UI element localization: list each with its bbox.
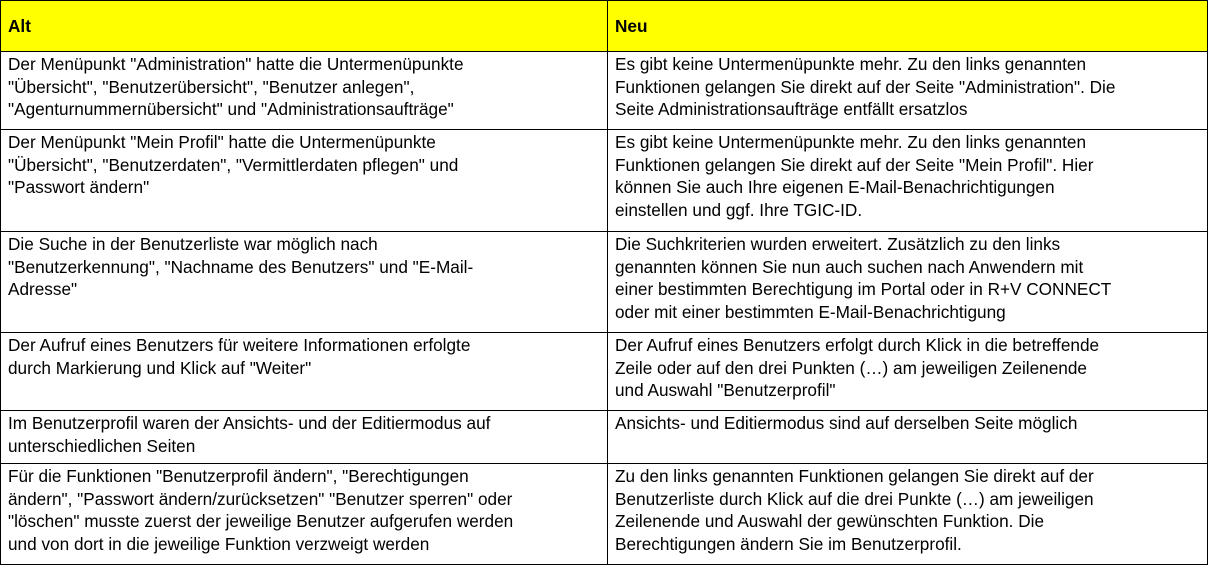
cell-old: Die Suche in der Benutzerliste war möglich nach "Benutzerkennung", "Nachname des Benutzers" und "E-Mail- Adresse" (1, 232, 608, 333)
cell-old: Für die Funktionen "Benutzerprofil ändern", "Berechtigungen ändern", "Passwort ändern/zurücksetzen" "Benutzer sperren" oder "löschen" musste zuerst der jeweilige Benutzer aufgerufen werden und von dort in die jeweilige Funktion verzweigt werden (1, 464, 608, 565)
table-row (1, 232, 1208, 333)
cell-new: Die Suchkriterien wurden erweitert. Zusätzlich zu den links genannten können Sie nun auch suchen nach Anwendern mit einer bestimmten Berechtigung im Portal oder in R+V CONNECT oder mit einer bestimmten E-Mail-Benachrichtigung (608, 232, 1208, 333)
table-row (1, 464, 1208, 565)
header-row (1, 1, 1208, 52)
header-old: Alt (1, 1, 608, 52)
cell-old: Der Menüpunkt "Mein Profil" hatte die Untermenüpunkte "Übersicht", "Benutzerdaten", "Vermittlerdaten pflegen" und "Passwort ändern" (1, 130, 608, 232)
cell-old: Der Aufruf eines Benutzers für weitere Informationen erfolgte durch Markierung und Klick auf "Weiter" (1, 333, 608, 411)
cell-new: Ansichts- und Editiermodus sind auf derselben Seite möglich (608, 411, 1208, 464)
cell-new: Zu den links genannten Funktionen gelangen Sie direkt auf der Benutzerliste durch Klick auf die drei Punkte (…) am jeweiligen Zeilenende und Auswahl der gewünschten Funktion. Die Berechtigungen ändern Sie im Benutzerprofil. (608, 464, 1208, 565)
table-row (1, 130, 1208, 232)
table-row (1, 52, 1208, 130)
cell-old: Der Menüpunkt "Administration" hatte die Untermenüpunkte "Übersicht", "Benutzerübersicht", "Benutzer anlegen", "Agenturnummernübersicht" und "Administrationsaufträge" (1, 52, 608, 130)
header-new: Neu (608, 1, 1208, 52)
table-row (1, 411, 1208, 464)
table-row (1, 333, 1208, 411)
cell-new: Es gibt keine Untermenüpunkte mehr. Zu den links genannten Funktionen gelangen Sie direkt auf der Seite "Mein Profil". Hier können Sie auch Ihre eigenen E-Mail-Benachrichtigungen einstellen und ggf. Ihre TGIC-ID. (608, 130, 1208, 232)
cell-new: Der Aufruf eines Benutzers erfolgt durch Klick in die betreffende Zeile oder auf den drei Punkten (…) am jeweiligen Zeilenende und Auswahl "Benutzerprofil" (608, 333, 1208, 411)
cell-old: Im Benutzerprofil waren der Ansichts- und der Editiermodus auf unterschiedlichen Seiten (1, 411, 608, 464)
cell-new: Es gibt keine Untermenüpunkte mehr. Zu den links genannten Funktionen gelangen Sie direkt auf der Seite "Administration". Die Seite Administrationsaufträge entfällt ersatzlos (608, 52, 1208, 130)
